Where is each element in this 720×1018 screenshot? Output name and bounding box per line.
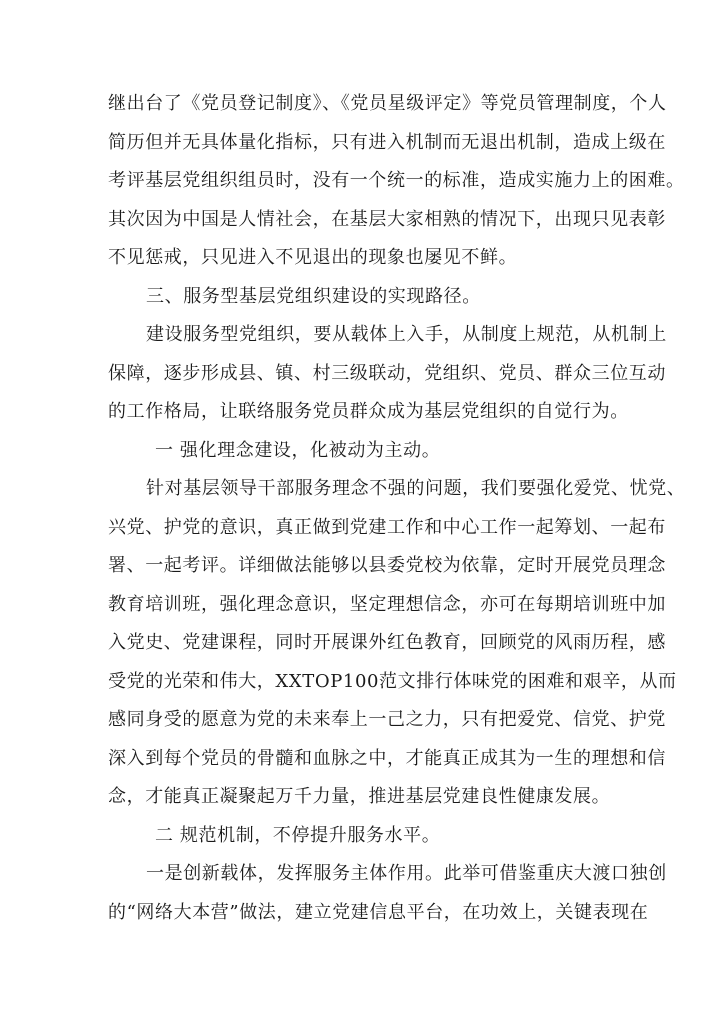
paragraph-service-concept	[108, 470, 686, 817]
heading-line: 二 规范机制，不停提升服务水平。	[155, 824, 441, 846]
text-line: 一是创新载体，发挥服务主体作用。此举可借鉴重庆大渡口独创	[146, 863, 667, 884]
heading-line: 一 强化理念建设，化被动为主动。	[155, 439, 441, 461]
section-heading-implementation-path	[108, 278, 608, 317]
text-line: 的“网络大本营”做法，建立党建信息平台，在功效上，关键表现在	[108, 901, 649, 923]
text-line: 考评基层党组织组员时，没有一个统一的标准，造成实施力上的困难。	[108, 170, 685, 191]
text-line: 简历但并无具体量化指标，只有进入机制而无退出机制，造成上级在	[108, 131, 666, 153]
text-line: 感同身受的愿意为党的未来奉上一己之力，只有把爱党、信党、护党	[108, 709, 666, 730]
paragraph-party-management-system	[108, 85, 685, 278]
text-line: 保障，逐步形成县、镇、村三级联动，党组织、党员、群众三位互动	[108, 362, 666, 384]
text-line: 的工作格局，让联络服务党员群众成为基层党组织的自觉行为。	[108, 401, 629, 422]
document-body	[108, 85, 686, 932]
text-line: 入党史、党建课程，同时开展课外红色教育，回顾党的风雨历程，感	[108, 632, 666, 653]
text-line: 建设服务型党组织，要从载体上入手，从制度上规范，从机制上	[146, 324, 667, 345]
subheading-standardize-mechanism	[108, 817, 608, 856]
text-line: 署、一起考评。详细做法能够以县委党校为依靠，定时开展党员理念	[108, 555, 666, 576]
text-line: 其次因为中国是人情社会，在基层大家相熟的情况下，出现只见表彰	[108, 208, 666, 230]
text-line: 受党的光荣和伟大，XXTOP100范文排行体味党的困难和艰辛，从而	[108, 670, 677, 692]
paragraph-building-service-organization	[108, 316, 667, 432]
text-line: 深入到每个党员的骨髓和血脉之中，才能真正成其为一生的理想和信	[108, 747, 666, 769]
text-line: 针对基层领导干部服务理念不强的问题，我们要强化爱党、忧党、	[146, 478, 686, 499]
text-line: 兴党、护党的意识，真正做到党建工作和中心工作一起筹划、一起布	[108, 516, 666, 538]
text-line: 不见惩戒，只见进入不见退出的现象也屡见不鲜。	[108, 247, 518, 268]
text-line: 继出台了《党员登记制度》、《党员星级评定》等党员管理制度，个人	[108, 93, 667, 114]
text-line: 教育培训班，强化理念意识，坚定理想信念，亦可在每期培训班中加	[108, 593, 666, 615]
subheading-strengthen-concept	[108, 432, 608, 471]
heading-line: 三、服务型基层党组织建设的实现路径。	[146, 285, 481, 307]
paragraph-innovate-carrier	[108, 855, 667, 932]
text-line: 念，才能真正凝聚起万千力量，推进基层党建良性健康发展。	[108, 786, 611, 807]
